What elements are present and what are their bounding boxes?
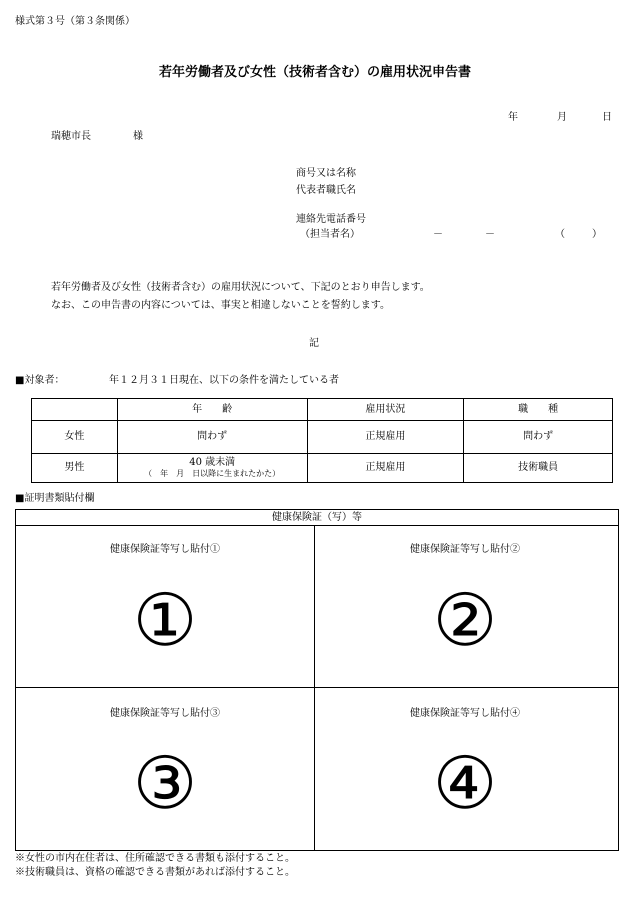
attachment-label-4: 健康保険証等写し貼付④: [410, 708, 520, 719]
row-category: 女性: [32, 421, 118, 454]
phone-dash-1: －: [433, 229, 443, 240]
declaration-line-1: 若年労働者及び女性（技術者含む）の雇用状況について、下記のとおり申告します。: [51, 282, 430, 293]
row-job: 技術職員: [464, 454, 613, 483]
row-age-cell: [117, 454, 307, 483]
attachment-number-4: ④: [432, 741, 498, 825]
row-age: 40 歳未満: [189, 457, 236, 469]
date-year-label: 年: [508, 112, 518, 123]
attachment-number-2: ②: [432, 578, 498, 662]
note-line-2: ※技術職員は、資格の確認できる書類があれば添付すること。: [15, 867, 295, 878]
attachment-label-3: 健康保険証等写し貼付③: [110, 708, 220, 719]
date-month-label: 月: [557, 112, 567, 123]
row-job: 問わず: [464, 421, 613, 454]
company-name-label: 商号又は名称: [296, 168, 356, 179]
header-cell-status: 雇用状況: [307, 399, 464, 421]
phone-paren-close: ）: [592, 229, 602, 240]
attachment-number-1: ①: [132, 578, 198, 662]
conditions-table: [31, 398, 613, 483]
row-age: 問わず: [117, 421, 307, 454]
table-row: [32, 454, 613, 483]
addressee-name: 瑞穂市長: [51, 131, 91, 142]
note-line-1: ※女性の市内在住者は、住所確認できる書類も添付すること。: [15, 853, 295, 864]
representative-label: 代表者職氏名: [296, 185, 356, 196]
row-status: 正規雇用: [307, 421, 464, 454]
horizontal-divider: [16, 687, 618, 688]
header-cell-empty: [32, 399, 118, 421]
target-label: ■対象者：: [15, 375, 65, 386]
certificate-attachment-box: [15, 509, 619, 851]
table-header-row: [32, 399, 613, 421]
form-number: 様式第３号（第３条関係）: [15, 16, 135, 27]
row-status: 正規雇用: [307, 454, 464, 483]
contact-person-label: （担当者名）: [300, 229, 360, 240]
attachment-number-3: ③: [132, 741, 198, 825]
phone-paren-open: （: [555, 229, 565, 240]
document-title: 若年労働者及び女性（技術者含む）の雇用状況申告書: [158, 65, 471, 80]
ki-heading: 記: [309, 338, 319, 349]
declaration-line-2: なお、この申告書の内容については、事実と相違しないことを誓約します。: [51, 300, 390, 311]
table-row: [32, 421, 613, 454]
attachment-label-1: 健康保険証等写し貼付①: [110, 544, 220, 555]
phone-label: 連絡先電話番号: [296, 214, 366, 225]
certificate-header: 健康保険証（写）等: [16, 510, 618, 526]
target-text: 年１２月３１日現在、以下の条件を満たしている者: [109, 375, 339, 386]
addressee-honorific: 様: [133, 131, 143, 142]
phone-dash-2: －: [485, 229, 495, 240]
attachment-label-2: 健康保険証等写し貼付②: [410, 544, 520, 555]
header-cell-age: 年 齢: [117, 399, 307, 421]
date-day-label: 日: [602, 112, 612, 123]
row-age-note: （ 年 月 日以降に生まれたかた）: [144, 469, 281, 479]
row-category: 男性: [32, 454, 118, 483]
certificate-section-label: ■証明書類貼付欄: [15, 493, 95, 504]
header-cell-job: 職 種: [464, 399, 613, 421]
